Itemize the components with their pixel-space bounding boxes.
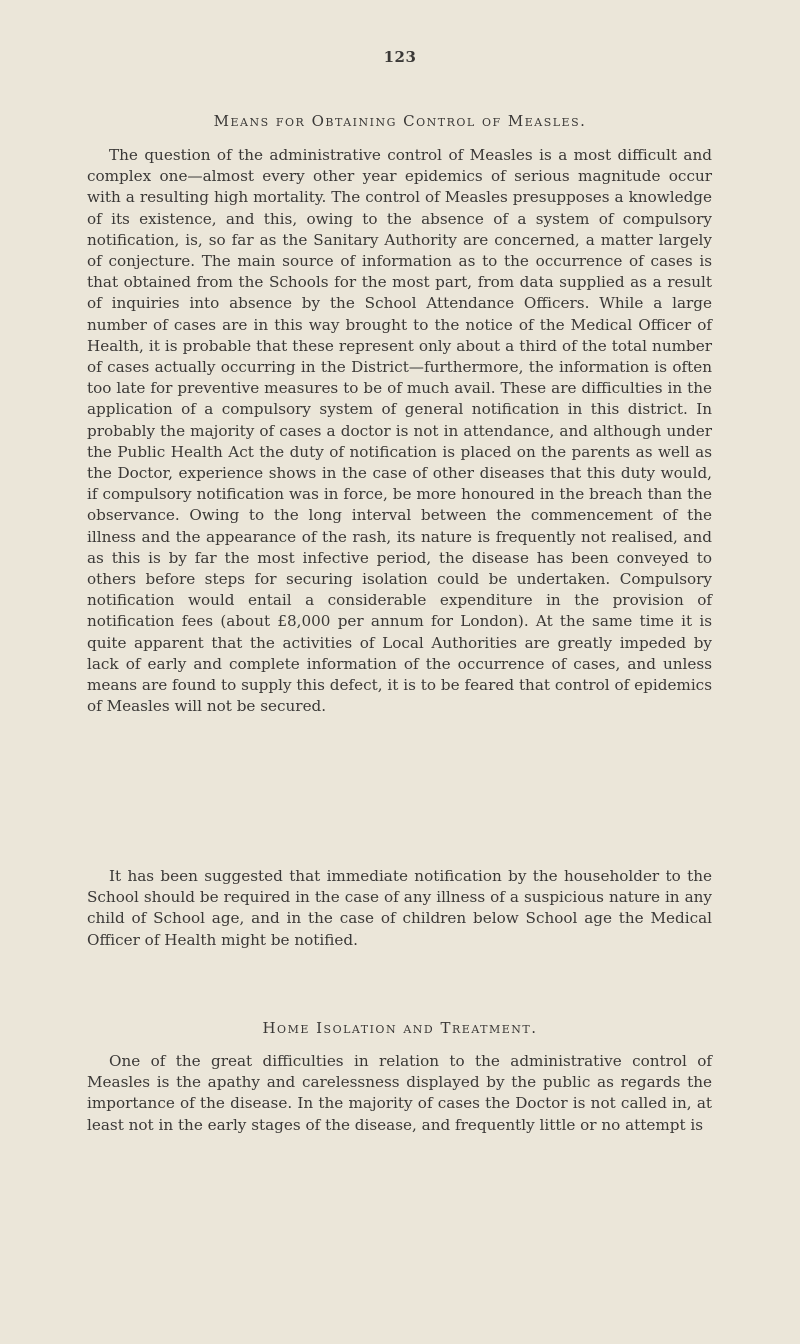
paragraph-immediate-notification: It has been suggested that immediate notification by the householder to the School should be required in the case of any illness of a suspicious nature in any child of School age, and in the case of children below School age the Medical Officer of Health might be notified.: [87, 867, 712, 949]
section-heading-home-isolation: Home Isolation and Treatment.: [262, 1019, 538, 1037]
page-number: 123: [383, 48, 417, 66]
section-heading-measles-control: Means for Obtaining Control of Measles.: [213, 112, 587, 130]
paragraph-administrative-control: The question of the administrative control of Measles is a most difficult and complex one—almost every other year epidemics of serious magnitude occur with a resulting high mortality. The control of Measles presupposes a knowledge of its existence, and this, owing to the absence of a system of compulsory notification, is, so far as the Sanitary Authority are concerned, a matter largely of conjecture. The main source of information as to the occurrence of cases is that obtained from the Schools for the most part, from data supplied as a result of inquiries into absence by the School Attendance Officers. While a large number of cases are in this way brought to the notice of the Medical Officer of Health, it is probable that these represent only about a third of the total number of cases actually occurring in the District—furthermore, the information is often too late for preventive measures to be of much avail. These are difficulties in the application of a compulsory system of general notification in this district. In probably the majority of cases a doctor is not in attendance, and although under the Public Health Act the duty of notification is placed on the parents as well as the Doctor, experience shows in the case of other diseases that this duty would, if compulsory notification was in force, be more honoured in the breach than the observance. Owing to the long interval between the commencement of the illness and the appearance of the rash, its nature is frequently not realised, and as this is by far the most infective period, the disease has been conveyed to others before steps for securing isolation could be undertaken. Compulsory notification would entail a considerable expenditure in the provision of notification fees (about £8,000 per annum for London). At the same time it is quite apparent that the activities of Local Authorities are greatly impeded by lack of early and complete information of the occurrence of cases, and unless means are found to supply this defect, it is to be feared that control of epidemics of Measles will not be secured.: [87, 146, 712, 716]
paragraph-home-isolation: One of the great difficulties in relation to the administrative control of Measles is the apathy and carelessness displayed by the public as regards the importance of the disease. In the majority of cases the Doctor is not called in, at least not in the early stages of the disease, and frequently little or no attempt is: [87, 1052, 712, 1134]
